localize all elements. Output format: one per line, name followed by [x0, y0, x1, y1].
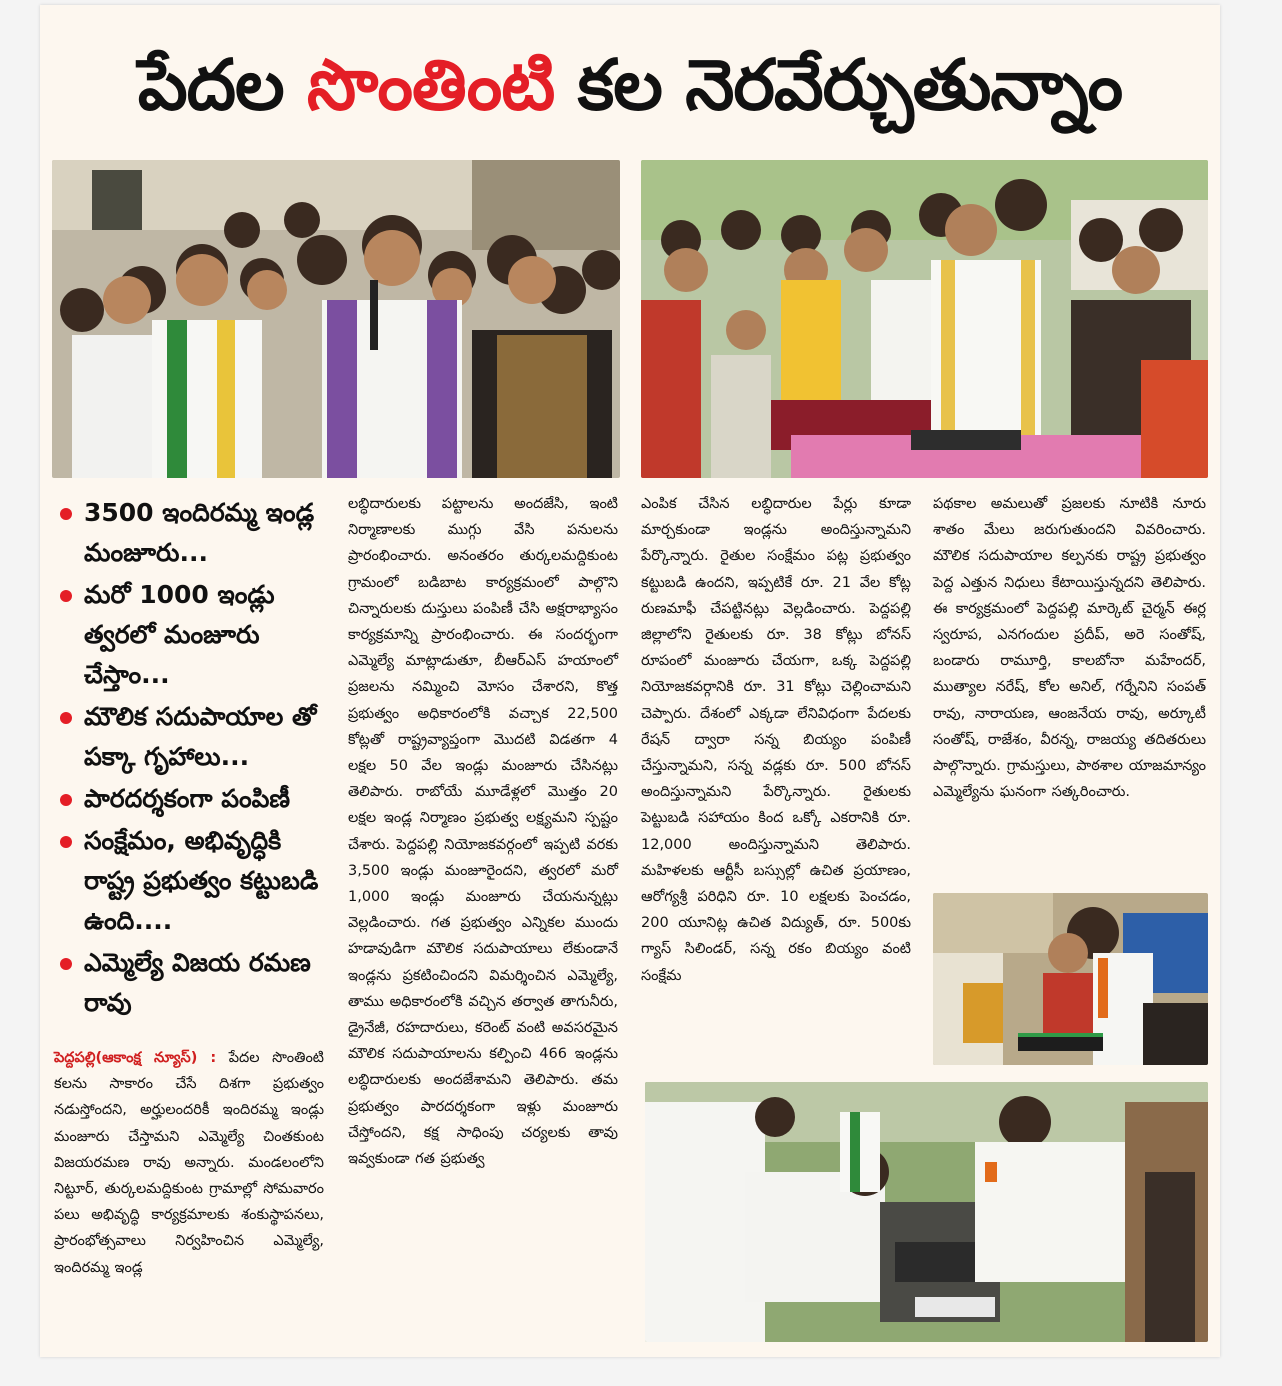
article-lead-text: పేదల సొంతింటి కలను సాకారం చేసే దిశగా ప్రభుత్వం నడుస్తోందని, అర్హులందరికీ ఇందిరమ్మ ఇండ్లు మంజూరు చేస్తామని ఎమ్మెల్యే చింతకుంట విజయరమణ రావు అన్నారు. మండలంలోని నిట్టూర్, తుర్కలమద్దికుంట గ్రామాల్లో సోమవారం పలు అభివృద్ధి కార్యక్రమాలకు శంకుస్థాపనలు, ప్రారంభోత్సవాలు నిర్వహించిన ఎమ్మెల్యే, ఇందిరమ్మ ఇండ్ల — [54, 1050, 324, 1276]
headline-part-1: పేదల — [137, 44, 284, 126]
bullet-dot — [60, 590, 72, 602]
article-column-4 — [933, 491, 1206, 805]
article-column-1 — [54, 1045, 324, 1281]
headline — [50, 25, 1210, 145]
highlight-item: ఎమ్మెల్యే విజయ రమణ రావు — [54, 943, 324, 1023]
bullet-dot — [60, 958, 72, 970]
article-column-3-text: ఎంపిక చేసిన లబ్ధిదారుల పేర్లు కూడా మార్చకుండా ఇండ్లను అందిస్తున్నామని పేర్కొన్నారు. రైతుల సంక్షేమం పట్ల ప్రభుత్వం కట్టుబడి ఉందని, ఇప్పటికే రూ. 21 వేల కోట్ల రుణమాఫీ చేపట్టినట్లు వెల్లడించారు. పెద్దపల్లి జిల్లాలోని రైతులకు రూ. 38 కోట్లు బోనస్ రూపంలో మంజూరు చేయగా, ఒక్క పెద్దపల్లి నియోజకవర్గానికి రూ. 31 కోట్లు చెల్లించామని చెప్పారు. దేశంలో ఎక్కడా లేనివిధంగా పేదలకు రేషన్ ద్వారా సన్న బియ్యం పంపిణీ చేస్తున్నామని, సన్న వడ్లకు రూ. 500 బోనస్ అందిస్తున్నామని పేర్కొన్నారు. రైతులకు పెట్టుబడి సహాయం కింద ఒక్కో ఎకరానికి రూ. 12,000 అందిస్తున్నామని తెలిపారు. మహిళలకు ఆర్టీసీ బస్సుల్లో ఉచిత ప్రయాణం, ఆరోగ్యశ్రీ పరిధిని రూ. 10 లక్షలకు పెంచడం, 200 యూనిట్ల ఉచిత విద్యుత్, రూ. 500కు గ్యాస్ సిలిండర్, సన్న రకం బియ్యం వంటి సంక్షేమ — [641, 496, 911, 984]
photo-aksharabhyasam — [933, 893, 1208, 1065]
photo-distribution — [641, 160, 1208, 478]
newspaper-page — [40, 5, 1220, 1357]
bullet-dot — [60, 836, 72, 848]
bullet-dot — [60, 794, 72, 806]
highlights-list — [54, 493, 324, 1025]
headline-part-2: సొంతింటి — [307, 44, 555, 126]
headline-part-3: కల నెరవేర్చుతున్నాం — [577, 44, 1123, 126]
highlight-item: మరో 1000 ఇండ్లు త్వరలో మంజూరు చేస్తాం... — [54, 575, 324, 695]
article-column-4-text: పథకాల అమలుతో ప్రజలకు నూటికి నూరు శాతం మేలు జరుగుతుందని వివరించారు. మౌలిక సదుపాయాల కల్పనకు రాష్ట్ర ప్రభుత్వం పెద్ద ఎత్తున నిధులు కేటాయిస్తున్నదని తెలిపారు. ఈ కార్యక్రమంలో పెద్దపల్లి మార్కెట్ చైర్మన్ ఈర్ల స్వరూప, ఎనగందుల ప్రదీప్, అరె సంతోష్, బండారు రామూర్తి, కాలబోనా మహేందర్, ముత్యాల నరేష్, కోల అనిల్, గర్నేనిని సంపత్ రావు, నారాయణ, ఆంజనేయ రావు, అర్కూటీ సంతోష్, రాజేశం, వీరన్న, రాజయ్య తదితరులు పాల్గొన్నారు. గ్రామస్తులు, పాఠశాల యాజమాన్యం ఎమ్మెల్యేను ఘనంగా సత్కరించారు. — [933, 496, 1206, 801]
highlight-item: సంక్షేమం, అభివృద్ధికి రాష్ట్ర ప్రభుత్వం కట్టుబడి ఉంది.... — [54, 821, 324, 941]
highlight-item: 3500 ఇందిరమ్మ ఇండ్ల మంజూరు... — [54, 493, 324, 573]
bullet-dot — [60, 712, 72, 724]
article-column-3 — [641, 491, 911, 989]
highlight-item: మౌలిక సదుపాయాల తో పక్కా గృహాలు... — [54, 697, 324, 777]
highlight-item: పారదర్శకంగా పంపిణీ — [54, 779, 324, 819]
photo-foundation-stone — [645, 1082, 1208, 1342]
photo-mla-speaking — [52, 160, 620, 478]
article-column-2 — [348, 491, 618, 1172]
dateline: పెద్దపల్లి(ఆకాంక్ష న్యూస్) : — [54, 1050, 217, 1066]
bullet-dot — [60, 508, 72, 520]
article-column-2-text: లబ్ధిదారులకు పట్టాలను అందజేసి, ఇంటి నిర్మాణాలకు ముగ్గు వేసి పనులను ప్రారంభించారు. అనంతరం తుర్కలమద్దికుంట గ్రామంలో బడిబాట కార్యక్రమంలో పాల్గొని చిన్నారులకు దుస్తులు పంపిణీ చేసి అక్షరాభ్యాసం కార్యక్రమాన్ని ప్రారంభించారు. ఈ సందర్భంగా ఎమ్మెల్యే మాట్లాడుతూ, బీఆర్ఎస్ హయాంలో ప్రజలను నమ్మించి మోసం చేశారని, కొత్త ప్రభుత్వం అధికారంలోకి వచ్చాక 22,500 కోట్లతో రాష్ట్రవ్యాప్తంగా మొదటి విడతగా 4 లక్షల 50 వేల ఇండ్లు మంజూరు చేసినట్లు తెలిపారు. రాబోయే మూడేళ్లలో మొత్తం 20 లక్షల ఇండ్ల నిర్మాణం ప్రభుత్వ లక్ష్యమని స్పష్టం చేశారు. పెద్దపల్లి నియోజకవర్గంలో ఇప్పటి వరకు 3,500 ఇండ్లు మంజూరైందని, త్వరలో మరో 1,000 ఇండ్లు మంజూరు చేయనున్నట్లు వెల్లడించారు. గత ప్రభుత్వం ఎన్నికల ముందు హడావుడిగా మౌలిక సదుపాయాలు లేకుండానే ఇండ్లను ప్రకటించిందని విమర్శించిన ఎమ్మెల్యే, తాము అధికారంలోకి వచ్చిన తర్వాత తాగునీరు, డ్రైనేజీ, రహదారులు, కరెంట్ వంటి అవసరమైన మౌలిక సదుపాయాలను కల్పించి 466 ఇండ్లను లబ్ధిదారులకు అందజేశామని తెలిపారు. తమ ప్రభుత్వం పారదర్శకంగా ఇళ్లు మంజూరు చేస్తోందని, కక్ష సాధింపు చర్యలకు తావు ఇవ్వకుండా గత ప్రభుత్వ — [348, 496, 618, 1168]
